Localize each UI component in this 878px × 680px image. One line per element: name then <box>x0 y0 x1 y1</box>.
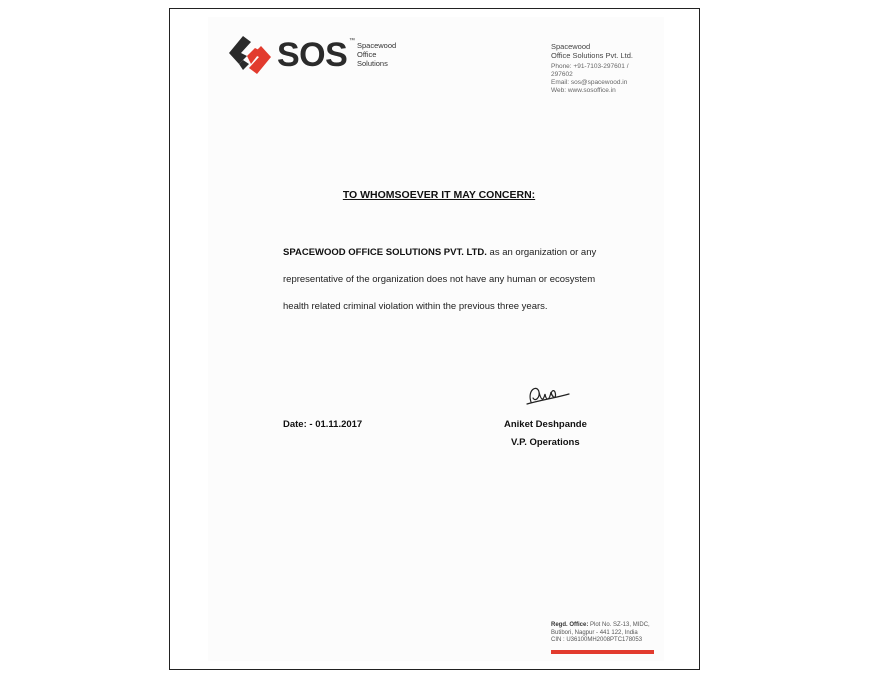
logo-tagline-line: Solutions <box>357 59 388 68</box>
trademark-symbol: ™ <box>349 38 355 44</box>
contact-block <box>551 42 633 95</box>
office-label: Regd. Office: <box>551 622 589 628</box>
email-line: Email: sos@spacewood.in <box>551 79 628 86</box>
logo-tagline-line: Office <box>357 50 377 59</box>
letter-date: Date: - 01.11.2017 <box>283 419 363 430</box>
footer-line <box>551 622 650 630</box>
company-name-bold: SPACEWOOD OFFICE SOLUTIONS PVT. LTD. <box>283 247 487 258</box>
body-line <box>283 247 596 258</box>
web-line: Web: www.sosoffice.in <box>551 87 616 94</box>
office-address: Plot No. SZ-13, MIDC, <box>588 622 650 628</box>
logo-tagline <box>357 41 396 68</box>
footer-line: Butibori, Nagpur - 441 122, India <box>551 629 638 636</box>
company-name-line: Spacewood <box>551 42 591 51</box>
logo-tagline-line: Spacewood <box>357 41 397 50</box>
letter-sheet <box>208 17 664 661</box>
body-line: representative of the organization does not have any human or ecosystem <box>283 274 596 285</box>
letter-page <box>169 8 700 670</box>
body-line: health related criminal violation within the previous three years. <box>283 301 548 312</box>
phone-line: Phone: +91-7103-297601 / <box>551 63 629 70</box>
signer-name: Aniket Deshpande <box>504 419 587 430</box>
cin-number: CIN : U36100MH2008PTC178053 <box>551 637 643 643</box>
logo-wordmark: SOS <box>277 36 348 74</box>
footer-accent-bar <box>551 650 654 654</box>
registered-office <box>551 622 650 645</box>
signer-title: V.P. Operations <box>511 437 580 448</box>
signature-image <box>523 378 571 410</box>
sos-logo-mark <box>229 34 271 76</box>
company-name-line: Office Solutions Pvt. Ltd. <box>551 51 633 60</box>
phone-line: 297602 <box>551 71 573 78</box>
letter-heading: TO WHOMSOEVER IT MAY CONCERN: <box>342 189 536 201</box>
body-text: as an organization or any <box>486 247 597 258</box>
